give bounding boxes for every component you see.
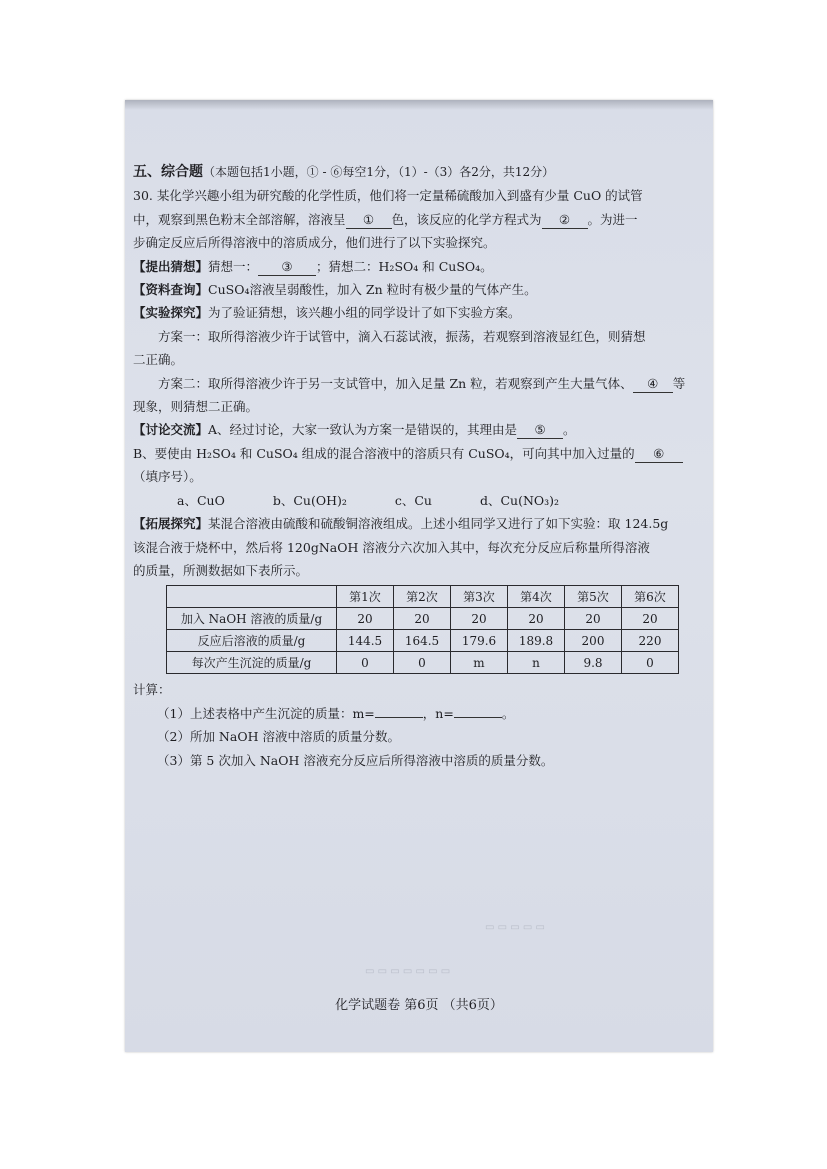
blank-5: ⑤ [517,422,563,439]
discussion-line-a [133,418,703,441]
table-row-label: 反应后溶液的质量/g [167,630,337,652]
table-cell: 0 [622,652,679,674]
q30-intro-text: 中，观察到黑色粉末全部溶解，溶液呈 [133,211,346,227]
discussion-text-a: A、经过讨论，大家一致认为方案一是错误的，其理由是 [208,422,518,438]
table-row [167,608,679,630]
table-header-row [167,586,679,608]
calc-q1-text: （1）上述表格中产生沉淀的质量：m= [157,705,375,721]
blank-3: ③ [258,259,316,276]
table-cell: 0 [394,652,451,674]
table-cell: m [451,652,508,674]
blank-2: ② [542,212,588,229]
info-line [133,278,703,301]
section-note: （本题包括1小题，① - ⑥每空1分，（1）-（3）各2分，共12分） [203,165,555,179]
discussion-text-b: B、要使由 H₂SO₄ 和 CuSO₄ 组成的混合溶液中的溶质只有 CuSO₄，可向其中加入过量的 [133,445,635,461]
table-cell: 200 [565,630,622,652]
plan2-text-2: 等 [672,375,686,391]
table-header-cell: 第3次 [451,586,508,608]
extension-line-2: 该混合液于烧杯中，然后将 120gNaOH 溶液分六次加入其中，每次充分反应后称量所得溶液 [133,539,650,555]
q30-intro-line-2 [133,208,703,231]
plan1-line-2: 二正确。 [133,352,184,368]
table-row-label: 每次产生沉淀的质量/g [167,652,337,674]
table-header-cell: 第1次 [337,586,394,608]
exam-paper-sheet [125,100,713,1052]
table-header-cell: 第4次 [508,586,565,608]
calc-title: 计算： [133,682,171,698]
option-d: d、Cu(NO₃)₂ [479,492,560,508]
table-cell: 179.6 [451,630,508,652]
calc-q1-text-2: ，n= [422,705,454,721]
info-text: CuSO₄溶液呈弱酸性，加入 Zn 粒时有极少量的气体产生。 [208,282,537,298]
table-cell: 0 [337,652,394,674]
show-through-mark: ▭ ▭ ▭ ▭ ▭ [485,922,545,933]
table-cell: 20 [394,608,451,630]
hypothesis-line [133,255,703,278]
table-cell: 20 [565,608,622,630]
calc-question-1 [133,702,703,725]
extension-line-1 [133,512,703,535]
table-row [167,630,679,652]
hypothesis-tag: 【提出猜想】 [133,258,209,274]
table-cell: 20 [508,608,565,630]
table-cell: 144.5 [337,630,394,652]
options-line [133,489,703,512]
discussion-line-b [133,442,703,465]
table-corner-cell [167,586,337,608]
table-cell: 20 [337,608,394,630]
option-a: a、CuO [177,492,225,508]
table-cell: n [508,652,565,674]
experiment-tag: 【实验探究】 [133,305,209,321]
option-b: b、Cu(OH)₂ [272,492,347,508]
plan2-text: 方案二：取所得溶液少许于另一支试管中，加入足量 Zn 粒，若观察到产生大量气体、 [158,375,633,391]
q30-intro-text-3: 。为进一 [587,211,638,227]
calc-q1-text-3: 。 [501,705,515,721]
table-row [167,652,679,674]
info-tag: 【资料查询】 [133,282,209,298]
table-cell: 189.8 [508,630,565,652]
show-through-mark: ▭ ▭ ▭ ▭ ▭ ▭ ▭ [365,966,451,977]
blank-1: ① [346,212,392,229]
table-cell: 9.8 [565,652,622,674]
question-content [133,160,703,772]
blank-4: ④ [633,376,673,393]
option-c: c、Cu [394,492,432,508]
plan1-line-1: 方案一：取所得溶液少许于试管中，滴入石蕊试液，振荡，若观察到溶液显红色，则猜想 [158,328,646,344]
experiment-text: 为了验证猜想，该兴趣小组的同学设计了如下实验方案。 [208,305,521,321]
table-row-label: 加入 NaOH 溶液的质量/g [167,608,337,630]
calc-question-3: （3）第 5 次加入 NaOH 溶液充分反应后所得溶液中溶质的质量分数。 [157,752,554,768]
blank-n [454,717,502,718]
table-cell: 164.5 [394,630,451,652]
experiment-line [133,301,703,324]
q30-intro-line-3: 步确定反应后所得溶液中的溶质成分，他们进行了以下实验探究。 [133,235,496,251]
section-title: 五、综合题 [133,164,203,180]
q30-intro-line-1: 30. 某化学兴趣小组为研究酸的化学性质，他们将一定量稀硫酸加入到盛有少量 CuO 的试管 [133,188,643,204]
section-heading [133,160,703,184]
extension-text: 某混合溶液由硫酸和硫酸铜溶液组成。上述小组同学又进行了如下实验：取 124.5g [208,516,669,532]
data-table [166,585,679,674]
blank-6: ⑥ [635,446,683,463]
calc-question-2: （2）所加 NaOH 溶液中溶质的质量分数。 [157,729,400,745]
q30-intro-text-2: 色，该反应的化学方程式为 [391,211,542,227]
plan2-line-2: 现象，则猜想二正确。 [133,399,259,415]
extension-line-3: 的质量，所测数据如下表所示。 [133,562,309,578]
table-cell: 20 [451,608,508,630]
blank-m [375,717,423,718]
discussion-tag: 【讨论交流】 [133,422,209,438]
hypothesis-text-2: ；猜想二：H₂SO₄ 和 CuSO₄。 [316,258,493,274]
table-header-cell: 第5次 [565,586,622,608]
hypothesis-text-1: 猜想一： [208,258,259,274]
table-header-cell: 第6次 [622,586,679,608]
discussion-text-a2: 。 [563,422,576,438]
discussion-line-b2: （填序号）。 [133,469,202,485]
plan2-line-1 [133,372,703,395]
table-cell: 20 [622,608,679,630]
extension-tag: 【拓展探究】 [133,516,209,532]
table-cell: 220 [622,630,679,652]
table-header-cell: 第2次 [394,586,451,608]
page-footer: 化学试题卷 第6页 （共6页） [335,998,503,1013]
